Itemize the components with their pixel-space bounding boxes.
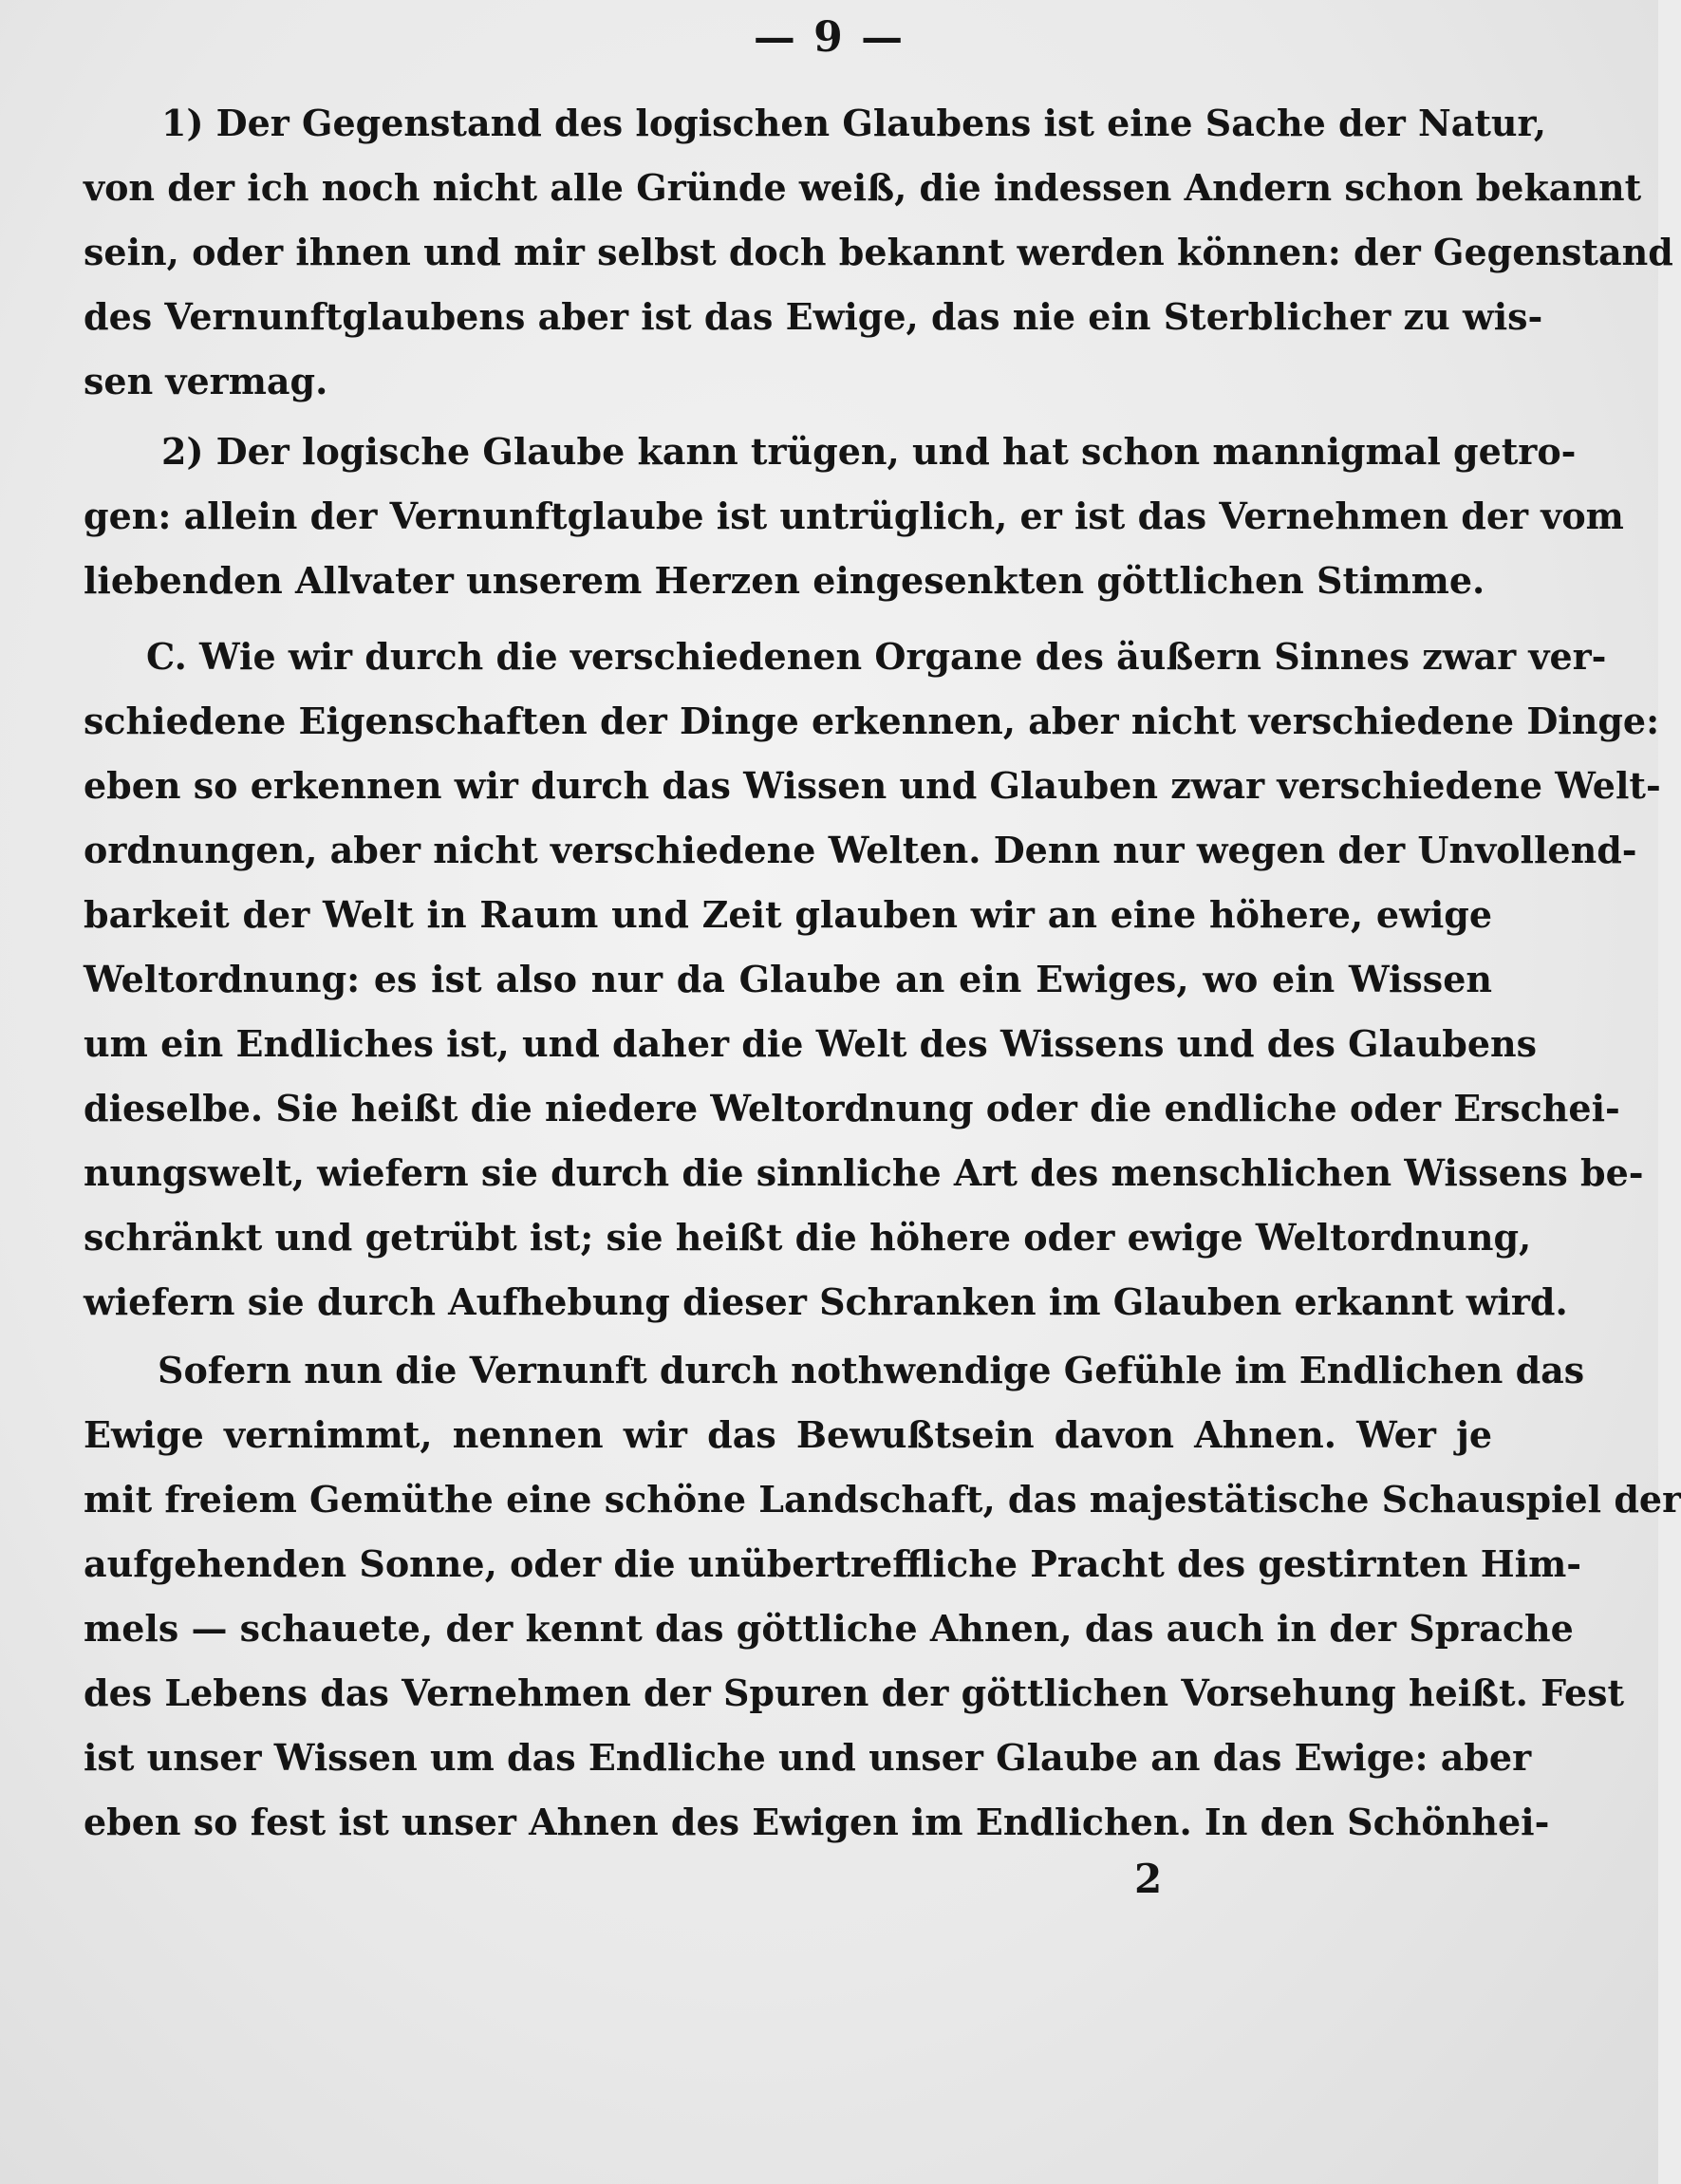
text-line: sen vermag. bbox=[84, 360, 328, 402]
text-line: barkeit der Welt in Raum und Zeit glauben wir an eine höhere, ewige bbox=[84, 893, 1492, 936]
text-line: Ewige vernimmt, nennen wir das Bewußtsein davon Ahnen. Wer je bbox=[84, 1413, 1492, 1456]
text-line: eben so erkennen wir durch das Wissen und Glauben zwar verschiedene Welt- bbox=[84, 764, 1661, 807]
text-line: aufgehenden Sonne, oder die unübertreffliche Pracht des gestirnten Him- bbox=[84, 1542, 1582, 1585]
text-line: dieselbe. Sie heißt die niedere Weltordnung oder die endliche oder Erschei- bbox=[84, 1087, 1620, 1129]
text-line: 1) Der Gegenstand des logischen Glaubens ist eine Sache der Natur, bbox=[161, 102, 1547, 144]
text-line: wiefern sie durch Aufhebung dieser Schranken im Glauben erkannt wird. bbox=[84, 1280, 1568, 1323]
text-line: mit freiem Gemüthe eine schöne Landschaft, das majestätische Schauspiel der bbox=[84, 1478, 1681, 1521]
page-number: — 9 — bbox=[753, 13, 906, 62]
text-line: des Lebens das Vernehmen der Spuren der göttlichen Vorsehung heißt. Fest bbox=[84, 1671, 1625, 1714]
text-line: schiedene Eigenschaften der Dinge erkennen, aber nicht verschiedene Dinge: bbox=[84, 700, 1660, 742]
paragraph-sofern bbox=[84, 1338, 1681, 1855]
text-line: C. Wie wir durch die verschiedenen Organe des äußern Sinnes zwar ver- bbox=[146, 635, 1607, 678]
text-line: nungswelt, wiefern sie durch die sinnliche Art des menschlichen Wissens be- bbox=[84, 1151, 1644, 1194]
paragraph-c bbox=[84, 625, 1661, 1335]
text-line: eben so fest ist unser Ahnen des Ewigen im Endlichen. In den Schönhei- bbox=[84, 1801, 1550, 1843]
paragraph-2 bbox=[84, 420, 1624, 613]
text-line: ordnungen, aber nicht verschiedene Welten. Denn nur wegen der Unvollend- bbox=[84, 829, 1637, 871]
text-line: liebenden Allvater unserem Herzen eingesenkten göttlichen Stimme. bbox=[84, 559, 1485, 602]
paragraph-1 bbox=[84, 91, 1673, 414]
text-line: mels — schauete, der kennt das göttliche Ahnen, das auch in der Sprache bbox=[84, 1607, 1574, 1650]
text-line: Weltordnung: es ist also nur da Glaube an ein Ewiges, wo ein Wissen bbox=[84, 958, 1492, 1000]
text-line: von der ich noch nicht alle Gründe weiß, die indessen Andern schon bekannt bbox=[84, 166, 1642, 209]
text-line: Sofern nun die Vernunft durch nothwendige Gefühle im Endlichen das bbox=[158, 1349, 1585, 1391]
text-line: schränkt und getrübt ist; sie heißt die höhere oder ewige Weltordnung, bbox=[84, 1216, 1532, 1259]
signature-mark: 2 bbox=[1134, 1856, 1163, 1902]
text-line: um ein Endliches ist, und daher die Welt des Wissens und des Glaubens bbox=[84, 1022, 1538, 1065]
text-line: gen: allein der Vernunftglaube ist untrüglich, er ist das Vernehmen der vom bbox=[84, 495, 1624, 537]
text-line: 2) Der logische Glaube kann trügen, und hat schon mannigmal getro- bbox=[161, 430, 1577, 473]
text-line: sein, oder ihnen und mir selbst doch bekannt werden können: der Gegenstand bbox=[84, 231, 1673, 273]
text-line: des Vernunftglaubens aber ist das Ewige, das nie ein Sterblicher zu wis- bbox=[84, 295, 1543, 338]
text-line: ist unser Wissen um das Endliche und unser Glaube an das Ewige: aber bbox=[84, 1736, 1532, 1779]
